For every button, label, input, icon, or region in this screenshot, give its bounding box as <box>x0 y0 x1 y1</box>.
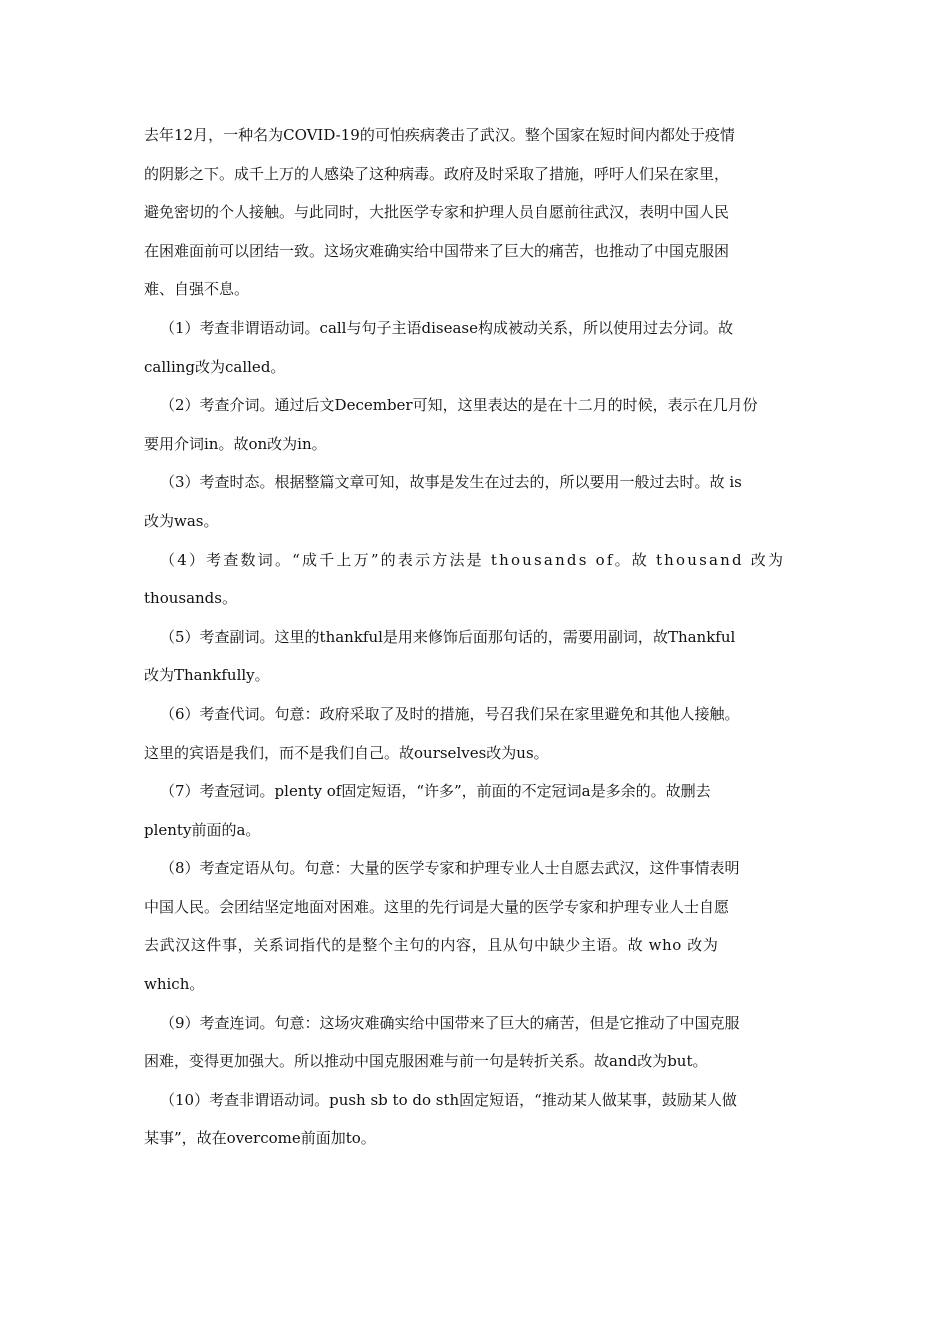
answer-3-line-2: 改为was。 <box>144 511 219 530</box>
answer-4-line-2: thousands。 <box>144 589 237 608</box>
answer-4-line-1: （4）考查数词。“成千上万”的表示方法是 thousands of。故 thousand 改为 <box>160 550 786 569</box>
answer-8-line-1: （8）考查定语从句。句意：大量的医学专家和护理专业人士自愿去武汉，这件事情表明 <box>160 859 740 878</box>
document-body <box>144 116 808 1158</box>
answer-6-line-2: 这里的宾语是我们，而不是我们自己。故ourselves改为us。 <box>144 743 549 762</box>
answer-8-line-2: 中国人民。会团结坚定地面对困难。这里的先行词是大量的医学专家和护理专业人士自愿 <box>144 897 730 916</box>
answer-5-line-1: （5）考查副词。这里的thankful是用来修饰后面那句话的，需要用副词，故Thankful <box>160 627 736 646</box>
answer-2-line-2: 要用介词in。故on改为in。 <box>144 434 327 453</box>
answer-10-line-2: 某事”，故在overcome前面加to。 <box>144 1129 376 1148</box>
answer-3-line-1: （3）考查时态。根据整篇文章可知，故事是发生在过去的，所以要用一般过去时。故 is <box>160 473 742 492</box>
answer-1-line-2: calling改为called。 <box>144 357 286 376</box>
answer-2-line-1: （2）考查介词。通过后文December可知，这里表达的是在十二月的时候，表示在几月份 <box>160 396 758 415</box>
answer-7-line-2: plenty前面的a。 <box>144 820 261 839</box>
answer-1-line-1: （1）考查非谓语动词。call与句子主语disease构成被动关系，所以使用过去分词。故 <box>160 318 733 337</box>
answer-10-line-1: （10）考查非谓语动词。push sb to do sth固定短语，“推动某人做某事，鼓励某人做 <box>160 1090 737 1109</box>
answer-8-line-4: which。 <box>144 975 205 994</box>
answer-6-line-1: （6）考查代词。句意：政府采取了及时的措施，号召我们呆在家里避免和其他人接触。 <box>160 704 740 723</box>
answer-5-line-2: 改为Thankfully。 <box>144 666 270 685</box>
paragraph-line: 的阴影之下。成千上万的人感染了这种病毒。政府及时采取了措施，呼吁人们呆在家里， <box>144 164 730 183</box>
paragraph-line: 难、自强不息。 <box>144 280 250 299</box>
answer-9-line-1: （9）考查连词。句意：这场灾难确实给中国带来了巨大的痛苦，但是它推动了中国克服 <box>160 1013 740 1032</box>
paragraph-line: 避免密切的个人接触。与此同时，大批医学专家和护理人员自愿前往武汉，表明中国人民 <box>144 203 730 222</box>
paragraph-line: 去年12月，一种名为COVID-19的可怕疾病袭击了武汉。整个国家在短时间内都处于疫情 <box>144 126 735 144</box>
answer-8-line-3: 去武汉这件事，关系词指代的是整个主句的内容，且从句中缺少主语。故 who 改为 <box>144 936 719 955</box>
paragraph-line: 在困难面前可以团结一致。这场灾难确实给中国带来了巨大的痛苦，也推动了中国克服困 <box>144 241 730 260</box>
answer-9-line-2: 困难，变得更加强大。所以推动中国克服困难与前一句是转折关系。故and改为but。 <box>144 1052 708 1071</box>
answer-7-line-1: （7）考查冠词。plenty of固定短语，“许多”，前面的不定冠词a是多余的。故删去 <box>160 782 711 801</box>
